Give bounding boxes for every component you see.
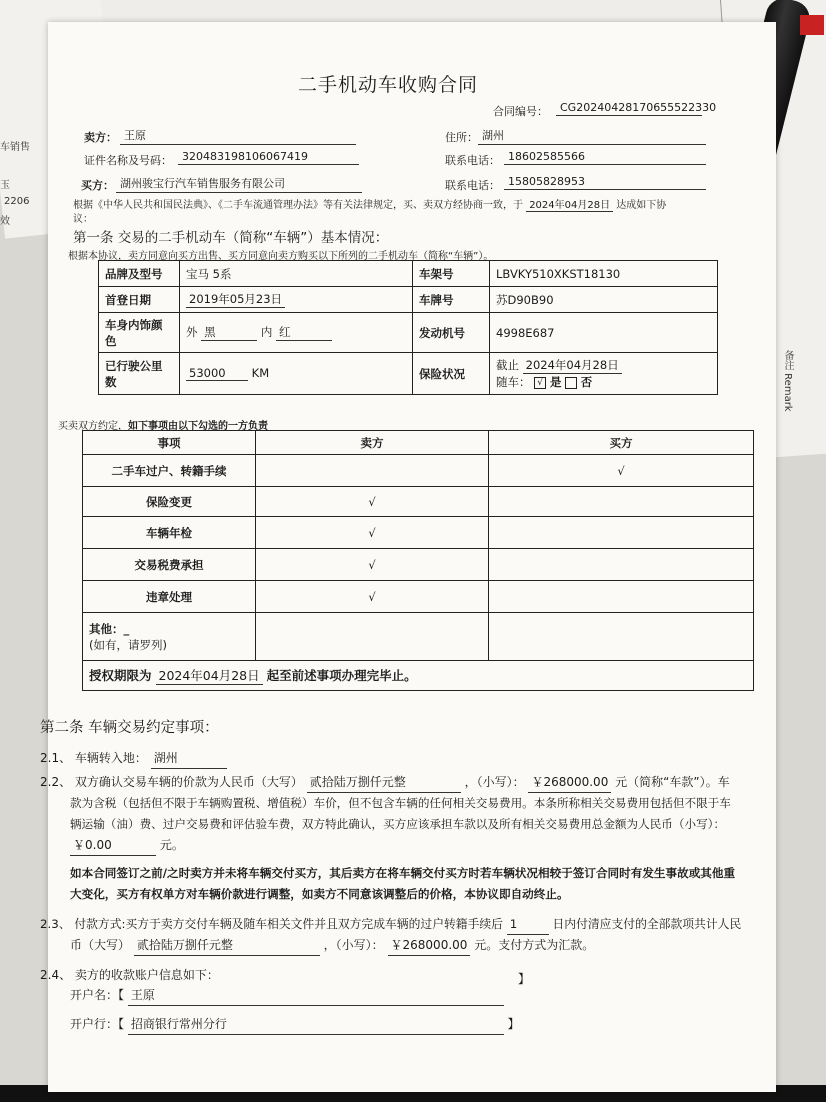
payment-lower: ￥268000.00 — [388, 936, 471, 956]
other-label: 其他：_ — [89, 621, 130, 636]
duty-seller-mark: √ — [256, 549, 489, 581]
table-row — [83, 517, 754, 549]
bold-clause-line2: 大变化，买方有权单方对车辆价款进行调整，如卖方不同意该调整后的价格，本协议即自动终止。 — [70, 887, 569, 901]
address-value: 湖州 — [478, 127, 706, 145]
insurance-with-car — [496, 374, 711, 390]
id-doc-value: 320483198106067419 — [178, 150, 359, 165]
payment-days: 1 — [507, 915, 549, 935]
plate-label: 车牌号 — [413, 287, 490, 313]
price-lower: ￥268000.00 — [528, 773, 611, 793]
color-label: 车身内饰颜色 — [99, 313, 180, 353]
background-text-left: 玉 — [0, 180, 10, 191]
yes-checkbox: √ — [534, 377, 546, 389]
duty-buyer-mark — [489, 549, 754, 581]
table-row — [99, 313, 718, 353]
no-label: 否 — [580, 375, 593, 389]
document-title: 二手机动车收购合同 — [298, 74, 479, 96]
price-upper: 贰拾陆万捌仟元整 — [307, 773, 461, 793]
plate-value: 苏D90B90 — [490, 287, 718, 313]
auth-text-a: 授权期限为 — [89, 668, 152, 683]
id-doc-label: 证件名称及号码： — [84, 154, 172, 167]
mileage-value: 53000 — [186, 366, 248, 381]
background-text-left: 车销售 — [0, 142, 30, 153]
basis-text-c: 议： — [73, 214, 93, 225]
duty-item: 车辆年检 — [83, 517, 256, 549]
clause-2-4-no: 2.4、 — [40, 968, 72, 982]
duty-buyer-mark — [489, 487, 754, 517]
insurance-until-label: 截止 — [496, 358, 519, 372]
duty-item: 二手车过户、转籍手续 — [83, 455, 256, 487]
basis-text — [73, 196, 666, 212]
brand-label: 品牌及型号 — [99, 261, 180, 287]
table-row — [99, 287, 718, 313]
clause-2-2-line1 — [40, 773, 730, 793]
inner-color-value: 红 — [276, 324, 332, 341]
vin-label: 车架号 — [413, 261, 490, 287]
clause-2-3-e: 元。支付方式为汇款。 — [474, 938, 595, 952]
buyer-value: 湖州骏宝行汽车销售服务有限公司 — [116, 175, 362, 193]
clause-2-3-line2 — [70, 936, 594, 956]
col-seller-header: 卖方 — [256, 431, 489, 455]
clause-2-3-c: 币（大写） — [70, 938, 131, 952]
vin-value: LBVKY510XKST18130 — [490, 261, 718, 287]
reg-date-value: 2019年05月23日 — [186, 291, 285, 308]
buyer-phone-value: 15805828953 — [504, 175, 706, 190]
duties-table — [82, 430, 754, 691]
table-row — [83, 487, 754, 517]
seller-phone-label: 联系电话： — [445, 154, 500, 167]
other-hint: (如有，请罗列) — [89, 637, 167, 652]
other-buyer — [489, 613, 754, 661]
duty-item: 违章处理 — [83, 581, 256, 613]
article1-title: 第一条 交易的二手机动车（简称“车辆”）基本情况： — [73, 230, 389, 246]
basis-text-a: 根据《中华人民共和国民法典》、《二手车流通管理办法》等有关法律规定，买、卖双方经协商一致，于 — [73, 200, 523, 211]
table-row — [83, 455, 754, 487]
outer-color-value: 黑 — [201, 324, 257, 341]
auth-text-b: 起至前述事项办理完毕止。 — [266, 668, 417, 683]
background-text-left: 2206 — [4, 196, 30, 207]
contract-sheet — [40, 22, 776, 1092]
clause-2-1-value: 湖州 — [151, 749, 227, 769]
payment-upper: 贰拾陆万捌仟元整 — [134, 936, 320, 956]
duty-seller-mark: √ — [256, 581, 489, 613]
fee-unit: 元。 — [159, 838, 184, 852]
account-name-value: 王原 — [128, 986, 504, 1006]
duty-buyer-mark — [489, 581, 754, 613]
other-cell — [83, 613, 256, 661]
table-row — [99, 353, 718, 395]
duty-buyer-mark — [489, 517, 754, 549]
buyer-label: 买方： — [81, 179, 114, 192]
background-text-left: 效 — [0, 216, 10, 227]
clause-2-1 — [40, 749, 227, 769]
duty-buyer-mark: √ — [489, 455, 754, 487]
table-row — [83, 549, 754, 581]
mileage-label: 已行驶公里数 — [99, 353, 180, 395]
engine-label: 发动机号 — [413, 313, 490, 353]
insurance-cell — [490, 353, 718, 395]
outer-color-label: 外 — [186, 325, 198, 339]
clause-2-4 — [40, 966, 219, 985]
clause-2-2-b: ，（小写）： — [464, 775, 525, 789]
clause-2-2-line4 — [70, 836, 184, 856]
table-row — [83, 581, 754, 613]
insurance-date: 2024年04月28日 — [523, 357, 622, 374]
duties-intro-a: 买卖双方约定， — [58, 421, 128, 432]
reg-date-cell — [180, 287, 413, 313]
table-row — [99, 261, 718, 287]
inner-color-label: 内 — [260, 325, 273, 339]
engine-value: 4998E687 — [490, 313, 718, 353]
account-name-label: 开户名：【 — [70, 988, 125, 1002]
duties-intro-b: 如下事项由以下勾选的一方负责 — [128, 421, 268, 432]
col-item-header: 事项 — [83, 431, 256, 455]
pen-cap-band — [800, 15, 824, 35]
account-name-row — [70, 986, 504, 1006]
bank-label: 开户行：【 — [70, 1017, 125, 1031]
duty-item: 交易税费承担 — [83, 549, 256, 581]
bank-value: 招商银行常州分行 — [128, 1015, 504, 1035]
clause-2-2-a: 双方确认交易车辆的价款为人民币（大写） — [74, 775, 303, 789]
table-row — [83, 613, 754, 661]
clause-2-2-line2: 款为含税（包括但不限于车辆购置税、增值税）车价，但不包含车辆的任何相关交易费用。本条所称相关交易费用包括但不限于车 — [70, 796, 731, 810]
reg-date-label: 首登日期 — [99, 287, 180, 313]
insurance-until — [496, 357, 711, 374]
basis-date: 2024年04月28日 — [526, 196, 613, 212]
clause-2-1-label: 车辆转入地： — [74, 751, 147, 765]
color-cell — [180, 313, 413, 353]
clause-2-3-line1 — [40, 915, 741, 935]
seller-value: 王原 — [120, 127, 356, 145]
article2-title: 第二条 车辆交易约定事项： — [40, 720, 219, 736]
address-label: 住所： — [445, 131, 478, 144]
bracket-close: 】 — [518, 972, 531, 986]
insurance-label: 保险状况 — [413, 353, 490, 395]
table-row — [83, 431, 754, 455]
clause-2-3-d: ，（小写）： — [323, 938, 384, 952]
insurance-with-label: 随车： — [496, 375, 531, 389]
contract-no-label: 合同编号： — [493, 105, 548, 118]
basis-text-b: 达成如下协 — [616, 200, 667, 211]
yes-label: 是 — [549, 375, 562, 389]
table-row — [83, 661, 754, 691]
bank-bracket-close: 】 — [507, 1017, 520, 1031]
clause-2-3-b: 日内付清应支付的全部款项共计人民 — [552, 917, 742, 931]
seller-label: 卖方： — [84, 131, 117, 144]
other-seller — [256, 613, 489, 661]
col-buyer-header: 买方 — [489, 431, 754, 455]
contract-no-value: CG20240428170655522330 — [556, 101, 702, 116]
duty-seller-mark: √ — [256, 517, 489, 549]
duty-seller-mark — [256, 455, 489, 487]
no-checkbox — [565, 377, 577, 389]
mileage-unit: KM — [251, 366, 270, 380]
clause-2-1-no: 2.1、 — [40, 751, 72, 765]
duty-seller-mark: √ — [256, 487, 489, 517]
bank-row — [70, 1015, 520, 1035]
article1-intro: 根据本协议，卖方同意向买方出售、买方同意向卖方购买以下所列的二手机动车（简称“车辆”）。 — [68, 251, 494, 262]
fee-value: ￥0.00 — [70, 836, 156, 856]
clause-2-3-a: 付款方式:买方于卖方交付车辆及随车相关文件并且双方完成车辆的过户转籍手续后 — [74, 917, 503, 931]
mileage-cell — [180, 353, 413, 395]
buyer-phone-label: 联系电话： — [445, 179, 500, 192]
authorization-cell — [83, 661, 754, 691]
background-text-right: 备注 Remark — [782, 350, 793, 412]
clause-2-2-line3: 辆运输（油）费、过户交易费和评估验车费，双方特此确认，买方应该承担车款以及所有相关交易费用总金额为人民币（小写）： — [70, 817, 726, 831]
duty-item: 保险变更 — [83, 487, 256, 517]
vehicle-info-table — [98, 260, 718, 395]
auth-date: 2024年04月28日 — [156, 666, 263, 685]
clause-2-2-c: 元（简称“车款”）。车 — [615, 775, 730, 789]
clause-2-3-no: 2.3、 — [40, 917, 71, 931]
bold-clause-line1: 如本合同签订之前/之时卖方并未将车辆交付买方，其后卖方在将车辆交付买方时若车辆状况相较于签订合同时有发生事故或其他重 — [70, 866, 736, 880]
seller-phone-value: 18602585566 — [504, 150, 706, 165]
clause-2-4-a: 卖方的收款账户信息如下： — [74, 968, 219, 982]
clause-2-2-no: 2.2、 — [40, 775, 72, 789]
brand-value: 宝马 5系 — [180, 261, 413, 287]
